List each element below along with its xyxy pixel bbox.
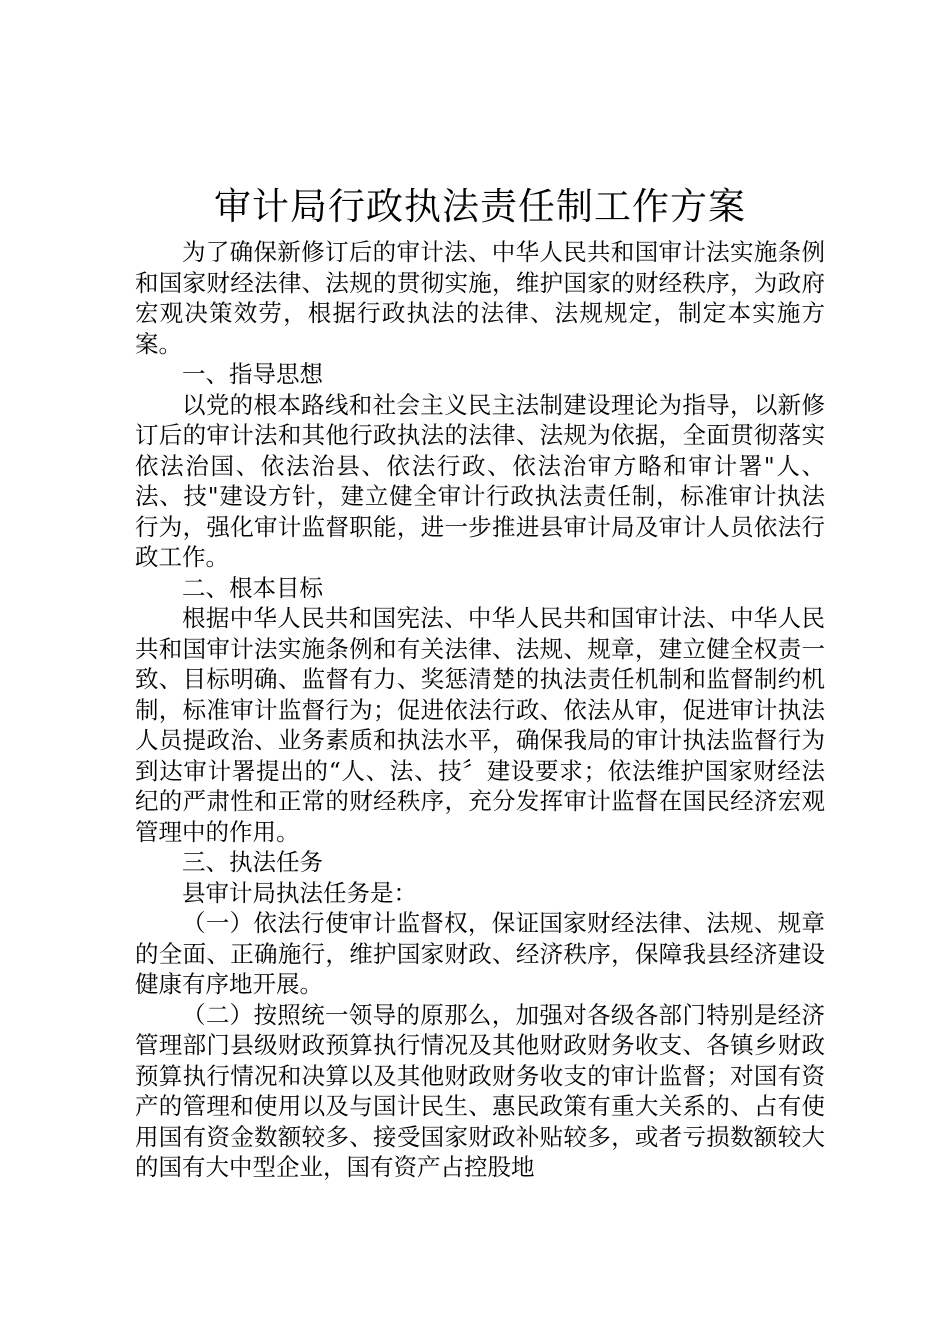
task-item-1: （一）依法行使审计监督权，保证国家财经法律、法规、规章的全面、正确施行，维护国家财政、经济秩序，保障我县经济建设健康有序地开展。 [135,909,825,998]
section-heading-guiding-ideology: 一、指导思想 [182,360,323,388]
enforcement-tasks-intro: 县审计局执法任务是： [182,878,417,907]
guiding-ideology-paragraph: 以党的根本路线和社会主义民主法制建设理论为指导，以新修订后的审计法和其他行政执法的法律、法规为依据，全面贯彻落实依法治国、依法治县、依法行政、依法治审方略和审计署"人、法、技"建设方针，建立健全审计行政执法责任制，标准审计执法行为，强化审计监督职能，进一步推进县审计局及审计人员依法行政工作。 [135,390,825,571]
section-heading-basic-goals: 二、根本目标 [182,573,323,602]
basic-goals-paragraph: 根据中华人民共和国宪法、中华人民共和国审计法、中华人民共和国审计法实施条例和有关法律、法规、规章，建立健全权责一致、目标明确、监督有力、奖惩清楚的执法责任机制和监督制约机制，标准审计监督行为；促进依法行政、依法从审，促进审计执法人员提政治、业务素质和执法水平，确保我局的审计执法监督行为到达审计署提出的“人、法、技〞建设要求；依法维护国家财经法纪的严肃性和正常的财经秩序，充分发挥审计监督在国民经济宏观管理中的作用。 [135,604,825,846]
intro-paragraph: 为了确保新修订后的审计法、中华人民共和国审计法实施条例和国家财经法律、法规的贯彻实施，维护国家的财经秩序，为政府宏观决策效劳，根据行政执法的法律、法规规定，制定本实施方案。 [135,238,825,358]
document-title: 审计局行政执法责任制工作方案 [214,185,746,228]
section-heading-enforcement-tasks: 三、执法任务 [182,848,323,876]
task-item-2: （二）按照统一领导的原那么，加强对各级各部门特别是经济管理部门县级财政预算执行情况及其他财政财务收支、各镇乡财政预算执行情况和决算以及其他财政财务收支的审计监督；对国有资产的管理和使用以及与国计民生、惠民政策有重大关系的、占有使用国有资金数额较多、接受国家财政补贴较多，或者亏损数额较大的国有大中型企业，国有资产占控股地 [135,1000,825,1181]
document-body [135,237,825,1183]
